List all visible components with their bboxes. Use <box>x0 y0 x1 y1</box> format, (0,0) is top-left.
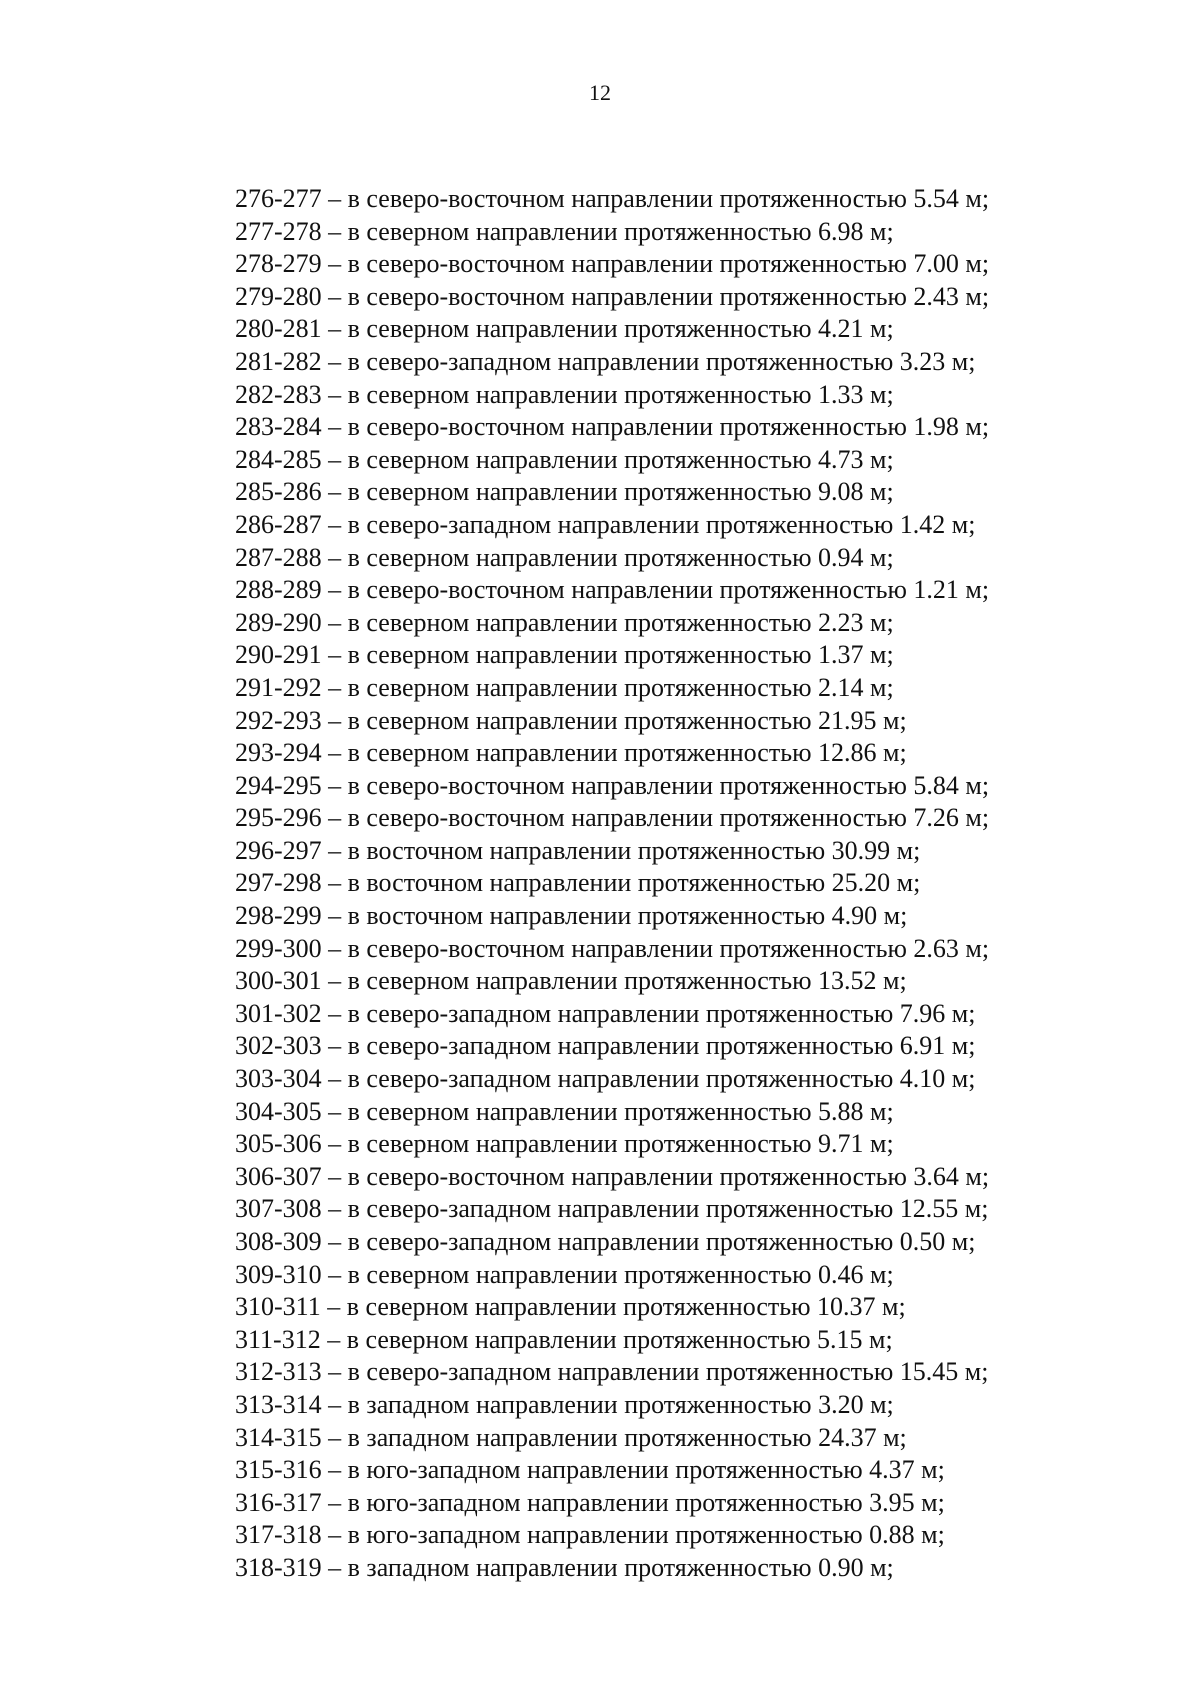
segment-line: 301-302 – в северо-западном направлении протяженностью 7.96 м; <box>235 998 976 1028</box>
segment-line: 314-315 – в западном направлении протяженностью 24.37 м; <box>235 1422 907 1452</box>
segment-line: 298-299 – в восточном направлении протяженностью 4.90 м; <box>235 901 908 931</box>
segment-line: 305-306 – в северном направлении протяженностью 9.71 м; <box>235 1129 894 1159</box>
segment-line: 276-277 – в северо-восточном направлении протяженностью 5.54 м; <box>235 184 990 213</box>
segment-line: 300-301 – в северном направлении протяженностью 13.52 м; <box>235 966 907 996</box>
segment-line: 289-290 – в северном направлении протяженностью 2.23 м; <box>235 607 894 637</box>
segment-line: 294-295 – в северо-восточном направлении протяженностью 5.84 м; <box>235 770 990 800</box>
segment-line: 318-319 – в западном направлении протяженностью 0.90 м; <box>235 1552 894 1582</box>
segment-line: 296-297 – в восточном направлении протяженностью 30.99 м; <box>235 835 921 865</box>
segment-line: 288-289 – в северо-восточном направлении протяженностью 1.21 м; <box>235 575 990 605</box>
segment-line: 302-303 – в северо-западном направлении протяженностью 6.91 м; <box>235 1031 976 1061</box>
segment-line: 311-312 – в северном направлении протяженностью 5.15 м; <box>235 1324 893 1354</box>
segment-line: 284-285 – в северном направлении протяженностью 4.73 м; <box>235 444 894 474</box>
segment-line: 303-304 – в северо-западном направлении протяженностью 4.10 м; <box>235 1064 976 1094</box>
segment-line: 299-300 – в северо-восточном направлении протяженностью 2.63 м; <box>235 933 990 963</box>
segment-line: 304-305 – в северном направлении протяженностью 5.88 м; <box>235 1096 894 1126</box>
segment-line: 307-308 – в северо-западном направлении протяженностью 12.55 м; <box>235 1194 989 1224</box>
segment-line: 279-280 – в северо-восточном направлении протяженностью 2.43 м; <box>235 281 990 311</box>
segment-line: 310-311 – в северном направлении протяженностью 10.37 м; <box>235 1292 906 1322</box>
segment-line: 277-278 – в северном направлении протяженностью 6.98 м; <box>235 216 894 246</box>
segment-line: 286-287 – в северо-западном направлении протяженностью 1.42 м; <box>235 509 976 539</box>
segment-line: 281-282 – в северо-западном направлении протяженностью 3.23 м; <box>235 346 976 376</box>
segment-line: 316-317 – в юго-западном направлении протяженностью 3.95 м; <box>235 1487 945 1517</box>
segment-line: 292-293 – в северном направлении протяженностью 21.95 м; <box>235 705 907 735</box>
segment-line: 282-283 – в северном направлении протяженностью 1.33 м; <box>235 379 894 409</box>
segment-line: 283-284 – в северо-восточном направлении протяженностью 1.98 м; <box>235 412 990 442</box>
segment-line: 290-291 – в северном направлении протяженностью 1.37 м; <box>235 640 894 670</box>
segment-line: 306-307 – в северо-восточном направлении протяженностью 3.64 м; <box>235 1161 990 1191</box>
segment-line: 295-296 – в северо-восточном направлении протяженностью 7.26 м; <box>235 803 990 833</box>
segment-line: 317-318 – в юго-западном направлении протяженностью 0.88 м; <box>235 1520 945 1550</box>
segment-line: 312-313 – в северо-западном направлении протяженностью 15.45 м; <box>235 1357 989 1387</box>
segment-line: 291-292 – в северном направлении протяженностью 2.14 м; <box>235 672 894 702</box>
segment-line: 287-288 – в северном направлении протяженностью 0.94 м; <box>235 542 894 572</box>
segment-line: 285-286 – в северном направлении протяженностью 9.08 м; <box>235 477 894 507</box>
segment-line: 280-281 – в северном направлении протяженностью 4.21 м; <box>235 314 894 344</box>
segment-line: 297-298 – в восточном направлении протяженностью 25.20 м; <box>235 868 921 898</box>
page-number: 12 <box>589 80 611 105</box>
boundary-segment-list <box>235 183 1115 1585</box>
segment-line: 278-279 – в северо-восточном направлении протяженностью 7.00 м; <box>235 249 990 279</box>
segment-line: 315-316 – в юго-западном направлении протяженностью 4.37 м; <box>235 1455 945 1485</box>
segment-line: 313-314 – в западном направлении протяженностью 3.20 м; <box>235 1389 894 1419</box>
segment-line: 293-294 – в северном направлении протяженностью 12.86 м; <box>235 738 907 768</box>
segment-line: 309-310 – в северном направлении протяженностью 0.46 м; <box>235 1259 894 1289</box>
segment-line: 308-309 – в северо-западном направлении протяженностью 0.50 м; <box>235 1227 976 1256</box>
